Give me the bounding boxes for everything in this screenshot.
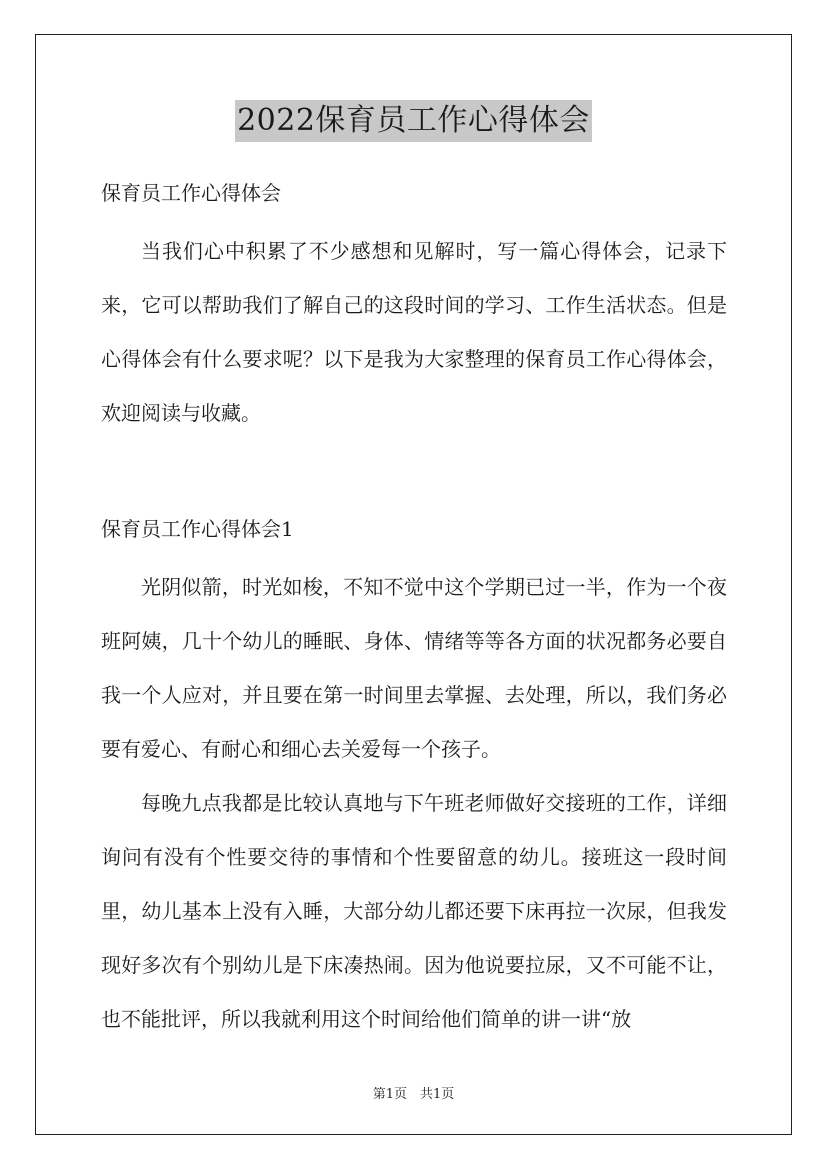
title-container — [0, 100, 827, 142]
page-footer: 第1页 共1页 — [372, 1087, 455, 1102]
intro-paragraph: 当我们心中积累了不少感想和见解时，写一篇心得体会，记录下来，它可以帮助我们了解自己的这段时间的学习、工作生活状态。但是心得体会有什么要求呢？以下是我为大家整理的保育员工作心得体会，欢迎阅读与收藏。 — [101, 239, 727, 425]
section-heading: 保育员工作心得体会1 — [101, 517, 294, 541]
section-paragraph-1: 光阴似箭，时光如梭，不知不觉中这个学期已过一半，作为一个夜班阿姨，几十个幼儿的睡眠、身体、情绪等等各方面的状况都务必要自我一个人应对，并且要在第一时间里去掌握、去处理，所以，我们务必要有爱心、有耐心和细心去关爱每一个孩子。 — [101, 575, 727, 761]
document-title: 2022保育员工作心得体会 — [235, 100, 592, 142]
section-paragraph-2: 每晚九点我都是比较认真地与下午班老师做好交接班的工作，详细询问有没有个性要交待的事情和个性要留意的幼儿。接班这一段时间里，幼儿基本上没有入睡，大部分幼儿都还要下床再拉一次尿，但我发现好多次有个别幼儿是下床凑热闹。因为他说要拉尿，又不可能不让，也不能批评，所以我就利用这个时间给他们简单的讲一讲“放 — [101, 791, 727, 1031]
document-subtitle: 保育员工作心得体会 — [101, 181, 281, 205]
document-body — [101, 172, 727, 1046]
